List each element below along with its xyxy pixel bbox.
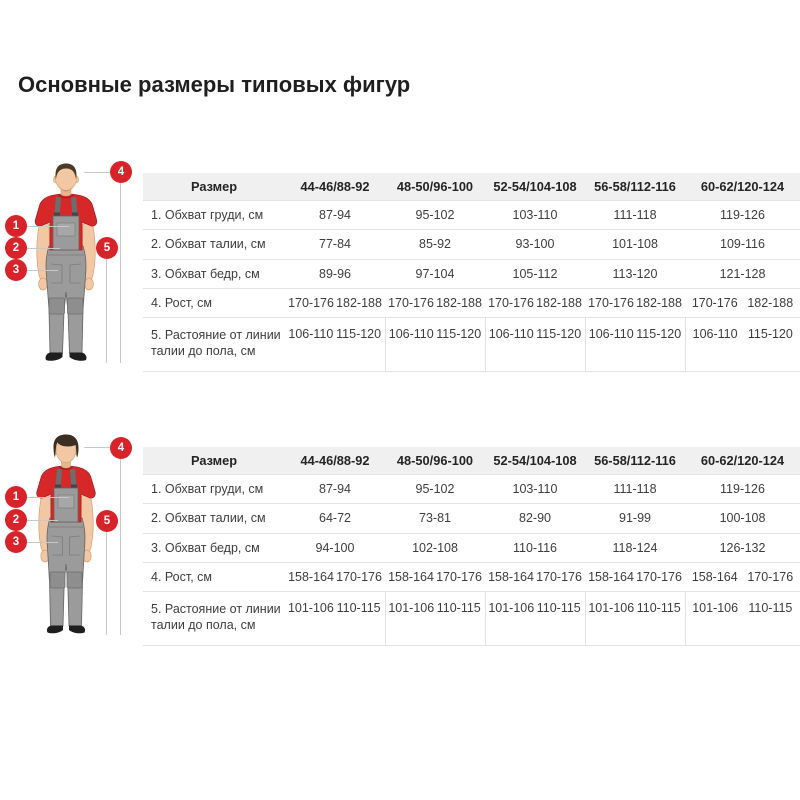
- value-cell: [685, 562, 800, 591]
- value: 158-164: [288, 569, 334, 584]
- value: 115-120: [436, 327, 482, 341]
- value-cell: 103-110: [512, 482, 558, 497]
- value-cell: 119-126: [720, 208, 765, 223]
- value: 101-106: [488, 601, 535, 615]
- size-column-header: 56-58/112-116: [594, 453, 676, 468]
- marker-waist-to-floor: 5: [96, 237, 118, 259]
- value-cell: 95-102: [415, 482, 455, 497]
- hip-measure-line: [27, 270, 58, 271]
- value-cell: 73-81: [419, 511, 451, 526]
- row-label: 3. Обхват бедр, см: [151, 540, 260, 555]
- table-row: [143, 504, 800, 533]
- height-measure-line-vertical: [120, 183, 121, 363]
- women-size-table: [143, 447, 800, 646]
- size-column-header: 52-54/104-108: [493, 179, 577, 194]
- value: 158-164: [588, 569, 634, 584]
- height-measure-line-top: [84, 447, 110, 448]
- value-cell: 100-108: [719, 511, 766, 526]
- value: 158-164: [691, 569, 738, 584]
- page-title: Основные размеры типовых фигур: [18, 72, 411, 97]
- men-size-table: [143, 173, 800, 372]
- value: 110-115: [336, 601, 381, 615]
- value-cell: 102-108: [412, 540, 458, 555]
- size-column-header: 44-46/88-92: [300, 179, 370, 194]
- value-cell: 119-126: [720, 482, 765, 497]
- value: 110-115: [536, 601, 581, 615]
- value: 182-188: [536, 295, 582, 310]
- value: 110-115: [748, 601, 793, 615]
- row-label: 1. Обхват груди, см: [151, 208, 264, 222]
- value: 106-110: [388, 327, 434, 341]
- value: 115-120: [536, 327, 582, 341]
- value-cell: [685, 592, 800, 646]
- row-label: 2. Обхват талии, см: [151, 511, 266, 526]
- value-cell: [485, 592, 585, 646]
- row-label: 2. Обхват талии, см: [151, 237, 266, 252]
- size-column-header: 56-58/112-116: [594, 179, 676, 194]
- value: 115-120: [336, 327, 382, 341]
- row-label: 3. Обхват бедр, см: [151, 266, 260, 281]
- height-measure-line-vertical: [120, 459, 121, 635]
- value-cell: [485, 562, 585, 591]
- row-label: 4. Рост, см: [151, 295, 213, 310]
- value: 106-110: [288, 327, 334, 341]
- value: 170-176: [536, 569, 582, 584]
- header-row: [143, 173, 800, 201]
- value: 106-110: [488, 327, 534, 341]
- value: 170-176: [747, 569, 794, 584]
- value-cell: 103-110: [512, 208, 558, 223]
- value-cell: [485, 318, 585, 372]
- value: 110-115: [636, 601, 681, 615]
- size-column-header: 52-54/104-108: [493, 453, 577, 468]
- value-cell: 95-102: [415, 208, 455, 223]
- waist-to-floor-line: [106, 532, 107, 635]
- value: 101-106: [388, 601, 435, 615]
- value: 101-106: [692, 601, 739, 615]
- value-cell: 105-112: [512, 266, 558, 281]
- table-row: [143, 533, 800, 562]
- value-cell: [285, 288, 385, 317]
- value: 101-106: [588, 601, 635, 615]
- size-column-label: Размер: [190, 179, 238, 194]
- value: 170-176: [388, 295, 434, 310]
- height-measure-line-top: [84, 172, 110, 173]
- women-size-table-wrap: [143, 447, 800, 646]
- men-size-table-wrap: [143, 173, 800, 372]
- value: 106-110: [692, 327, 738, 341]
- value: 170-176: [588, 295, 634, 310]
- row-label: 5. Растояние от линии талии до пола, см: [151, 328, 281, 359]
- value: 170-176: [288, 295, 334, 310]
- value: 106-110: [588, 327, 634, 341]
- value-cell: [685, 288, 800, 317]
- table-row: [143, 475, 800, 504]
- size-column-header: 48-50/96-100: [396, 179, 474, 194]
- value-cell: 126-132: [719, 540, 766, 555]
- value-cell: 87-94: [319, 482, 351, 497]
- value-cell: 87-94: [319, 208, 351, 223]
- marker-height: 4: [110, 161, 132, 183]
- value: 182-188: [747, 295, 794, 310]
- marker-chest: 1: [5, 215, 27, 237]
- size-column-header: 60-62/120-124: [700, 179, 785, 194]
- chest-measure-line: [27, 226, 69, 227]
- value-cell: 93-100: [515, 237, 555, 252]
- marker-waist: 2: [5, 509, 27, 531]
- value: 170-176: [488, 295, 534, 310]
- hip-measure-line: [27, 542, 58, 543]
- value: 170-176: [436, 569, 482, 584]
- value-cell: [285, 562, 385, 591]
- marker-hips: 3: [5, 259, 27, 281]
- value-cell: [285, 592, 385, 646]
- size-column-header: 44-46/88-92: [300, 453, 370, 468]
- value-cell: 101-108: [612, 237, 658, 252]
- marker-height: 4: [110, 437, 132, 459]
- value-cell: [585, 592, 685, 646]
- value: 115-120: [747, 327, 793, 341]
- value-cell: 111-118: [613, 482, 657, 497]
- value-cell: [285, 318, 385, 372]
- value-cell: [385, 562, 485, 591]
- size-column-label: Размер: [190, 453, 238, 468]
- size-column-header: 48-50/96-100: [396, 453, 474, 468]
- value-cell: [585, 562, 685, 591]
- value-cell: [385, 318, 485, 372]
- value-cell: 110-116: [512, 540, 558, 555]
- value-cell: 64-72: [319, 511, 351, 526]
- value-cell: [585, 288, 685, 317]
- row-label: 4. Рост, см: [151, 569, 213, 584]
- value-cell: 94-100: [315, 540, 355, 555]
- value-cell: 109-116: [720, 237, 765, 252]
- table-row: [143, 288, 800, 317]
- value-cell: 121-128: [719, 266, 766, 281]
- value-cell: 113-120: [612, 266, 658, 281]
- value: 158-164: [388, 569, 434, 584]
- value-cell: [685, 318, 800, 372]
- table-row: [143, 201, 800, 230]
- value-cell: 85-92: [419, 237, 451, 252]
- waist-measure-line: [27, 520, 58, 521]
- value: 182-188: [336, 295, 382, 310]
- value-cell: [385, 288, 485, 317]
- value-cell: 91-99: [619, 511, 651, 526]
- chest-measure-line: [27, 497, 69, 498]
- waist-measure-line: [27, 248, 60, 249]
- marker-chest: 1: [5, 486, 27, 508]
- value-cell: 97-104: [415, 266, 455, 281]
- value-cell: [385, 592, 485, 646]
- value: 170-176: [691, 295, 738, 310]
- value: 170-176: [336, 569, 382, 584]
- value-cell: 111-118: [613, 208, 657, 223]
- table-row: [143, 259, 800, 288]
- size-column-header: 60-62/120-124: [700, 453, 785, 468]
- value: 182-188: [436, 295, 482, 310]
- value: 101-106: [287, 601, 334, 615]
- value: 158-164: [488, 569, 534, 584]
- marker-hips: 3: [5, 531, 27, 553]
- value-cell: 82-90: [519, 511, 551, 526]
- row-label: 5. Растояние от линии талии до пола, см: [151, 602, 281, 633]
- value-cell: 118-124: [612, 540, 658, 555]
- value-cell: [485, 288, 585, 317]
- table-row: [143, 592, 800, 646]
- row-label: 1. Обхват груди, см: [151, 482, 264, 496]
- table-row: [143, 562, 800, 591]
- header-row: [143, 447, 800, 475]
- value: 115-120: [636, 327, 682, 341]
- value-cell: [585, 318, 685, 372]
- waist-to-floor-line: [106, 259, 107, 363]
- value-cell: 77-84: [319, 237, 351, 252]
- value: 182-188: [636, 295, 682, 310]
- value-cell: 89-96: [319, 266, 351, 281]
- table-row: [143, 230, 800, 259]
- marker-waist: 2: [5, 237, 27, 259]
- value: 170-176: [636, 569, 682, 584]
- table-row: [143, 318, 800, 372]
- value: 110-115: [436, 601, 481, 615]
- marker-waist-to-floor: 5: [96, 510, 118, 532]
